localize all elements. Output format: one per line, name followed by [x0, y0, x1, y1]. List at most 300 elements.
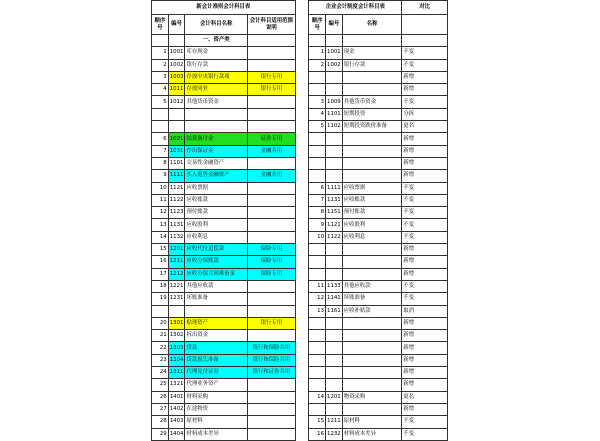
- cell-name-right: [342, 330, 401, 342]
- cell-name-right: 坏账准备: [342, 293, 401, 305]
- cell-scope: [248, 379, 296, 391]
- cell-scope: 证券专用: [248, 133, 296, 145]
- cell-name: 交易性金融资产: [185, 157, 248, 169]
- cell-name: 应收代位追偿款: [185, 244, 248, 256]
- cell-scope: [248, 293, 296, 305]
- cell-seq: 26: [152, 391, 169, 403]
- cell-compare: 新增: [402, 256, 448, 268]
- cell-compare: 不变: [402, 194, 448, 206]
- cell-scope: [248, 403, 296, 415]
- cell-name-right: 物资采购: [342, 391, 401, 403]
- cell-name: 代理业务资产: [185, 379, 248, 391]
- cell-code: 1403: [168, 416, 185, 428]
- cell-code: 1001: [168, 47, 185, 59]
- cell-code-right: [326, 342, 343, 354]
- cell-seq-right: 7: [309, 194, 326, 206]
- cell-seq: 24: [152, 367, 169, 379]
- cell-compare: 不变: [402, 59, 448, 71]
- cell-seq-right: [309, 170, 326, 182]
- cell-compare: 新增: [402, 268, 448, 280]
- cell-compare: 新增: [402, 317, 448, 329]
- cell-seq-right: [309, 244, 326, 256]
- cell-seq: 6: [152, 133, 169, 145]
- cell-scope: 银行专用: [248, 84, 296, 96]
- cell-compare: 不变: [402, 416, 448, 428]
- cell-compare: 新增: [402, 379, 448, 391]
- cell-seq-right: 5: [309, 121, 326, 133]
- cell-scope: [248, 280, 296, 292]
- cell-name-right: 原材料: [342, 416, 401, 428]
- cell-compare: 更名: [402, 391, 448, 403]
- cell-seq: 5: [152, 96, 169, 108]
- header-row: [152, 15, 448, 35]
- cell-code: 1011: [168, 84, 185, 96]
- header-seq: 顺序号: [152, 15, 169, 35]
- title-compare: 对比: [402, 1, 448, 15]
- title-left: 新会计准则会计科目表: [152, 1, 296, 15]
- cell-scope: 银行和保险共用: [248, 354, 296, 366]
- cell-code-right: 1151: [326, 207, 343, 219]
- cell-scope: 银行和保险共用: [248, 342, 296, 354]
- cell-seq-right: 16: [309, 428, 326, 440]
- cell-name: 拆出资金: [185, 330, 248, 342]
- cell-code-right: [326, 133, 343, 145]
- cell-seq: [152, 305, 169, 317]
- cell-compare: 新增: [402, 71, 448, 83]
- header-name: 会计科目名称: [185, 15, 248, 35]
- cell-name: 应收账款: [185, 194, 248, 206]
- cell-name: [185, 305, 248, 317]
- cell-seq-right: [309, 367, 326, 379]
- cell-compare: 新增: [402, 145, 448, 157]
- table-row: [152, 219, 448, 231]
- cell-code: 1402: [168, 403, 185, 415]
- cell-seq: 13: [152, 219, 169, 231]
- cell-compare: 新增: [402, 403, 448, 415]
- cell-code-right: [326, 367, 343, 379]
- cell-code-right: 1211: [326, 416, 343, 428]
- table-row: [152, 428, 448, 440]
- cell-code-right: 1001: [326, 47, 343, 59]
- cell-name: 银行存款: [185, 59, 248, 71]
- cell-name: 存放同业: [185, 84, 248, 96]
- cell-compare: 不变: [402, 280, 448, 292]
- cell-compare: 更名: [402, 121, 448, 133]
- table-row: [152, 121, 448, 133]
- cell-scope: [248, 305, 296, 317]
- cell-name-right: 短期投资跌价准备: [342, 121, 401, 133]
- cell-compare: 新增: [402, 170, 448, 182]
- cell-code-right: 1009: [326, 96, 343, 108]
- header-name-right: 名称: [342, 15, 401, 35]
- table-row: [152, 354, 448, 366]
- cell-name-right: 应收票据: [342, 182, 401, 194]
- cell-scope: [248, 108, 296, 120]
- cell-seq-right: 9: [309, 219, 326, 231]
- cell-code: 1212: [168, 268, 185, 280]
- cell-code-right: 1122: [326, 231, 343, 243]
- cell-seq-right: [309, 84, 326, 96]
- cell-scope: [248, 96, 296, 108]
- cell-code-right: [326, 379, 343, 391]
- cell-name-right: 材料成本差异: [342, 428, 401, 440]
- table-row: [152, 182, 448, 194]
- cell-code: 1301: [168, 317, 185, 329]
- cell-scope: 保险专用: [248, 268, 296, 280]
- cell-code: 1404: [168, 428, 185, 440]
- cell-seq-right: [309, 133, 326, 145]
- cell-name-right: 应收利息: [342, 231, 401, 243]
- cell-scope: [248, 219, 296, 231]
- cell-name-right: [342, 317, 401, 329]
- cell-seq-right: 3: [309, 96, 326, 108]
- account-comparison-table: [151, 0, 448, 441]
- cell-code-right: [326, 403, 343, 415]
- table-row: [152, 84, 448, 96]
- cell-name: 材料成本差异: [185, 428, 248, 440]
- cell-seq: 10: [152, 182, 169, 194]
- cell-seq: 12: [152, 207, 169, 219]
- cell-scope: [248, 194, 296, 206]
- cell-compare: 新增: [402, 367, 448, 379]
- cell-scope: [248, 391, 296, 403]
- cell-name: 库存现金: [185, 47, 248, 59]
- cell-seq: 21: [152, 330, 169, 342]
- table-row: [152, 133, 448, 145]
- cell-seq: 29: [152, 428, 169, 440]
- cell-name-right: [342, 157, 401, 169]
- cell-compare: 新增: [402, 133, 448, 145]
- cell-code-right: [326, 157, 343, 169]
- title-right: 企业会计制度会计科目表: [309, 1, 402, 15]
- cell-seq-right: 10: [309, 231, 326, 243]
- cell-code: 1303: [168, 342, 185, 354]
- cell-code-right: 1131: [326, 194, 343, 206]
- cell-name-right: 银行存款: [342, 59, 401, 71]
- cell-name-right: [342, 256, 401, 268]
- table-row: [152, 342, 448, 354]
- cell-code: 1123: [168, 207, 185, 219]
- cell-code: 1311: [168, 367, 185, 379]
- cell-name-right: [342, 145, 401, 157]
- cell-scope: [248, 121, 296, 133]
- cell-name-right: [342, 403, 401, 415]
- cell-seq: 9: [152, 170, 169, 182]
- cell-seq-right: 1: [309, 47, 326, 59]
- cell-compare: 不变: [402, 96, 448, 108]
- cell-code: 1131: [168, 219, 185, 231]
- cell-code: 1132: [168, 231, 185, 243]
- cell-name-right: [342, 170, 401, 182]
- section-title: 一、资产类: [185, 35, 248, 47]
- cell-code-right: [326, 256, 343, 268]
- cell-name-right: [342, 354, 401, 366]
- table-row: [152, 416, 448, 428]
- table-row: [152, 47, 448, 59]
- cell-code: 1221: [168, 280, 185, 292]
- table-row: [152, 244, 448, 256]
- cell-scope: [248, 47, 296, 59]
- cell-code: 1002: [168, 59, 185, 71]
- cell-code: 1231: [168, 293, 185, 305]
- cell-compare: 不变: [402, 428, 448, 440]
- cell-name-right: 应收补贴款: [342, 305, 401, 317]
- cell-code-right: [326, 268, 343, 280]
- cell-code-right: 1201: [326, 391, 343, 403]
- cell-code: 1304: [168, 354, 185, 366]
- cell-seq: 22: [152, 342, 169, 354]
- cell-scope: [248, 59, 296, 71]
- cell-seq: 4: [152, 84, 169, 96]
- cell-seq: 28: [152, 416, 169, 428]
- cell-seq: 25: [152, 379, 169, 391]
- cell-name: 贷款损失准备: [185, 354, 248, 366]
- cell-seq: 19: [152, 293, 169, 305]
- cell-code-right: 1102: [326, 121, 343, 133]
- cell-name: 材料采购: [185, 391, 248, 403]
- cell-compare: 不变: [402, 182, 448, 194]
- cell-code-right: 1141: [326, 293, 343, 305]
- cell-code-right: [326, 71, 343, 83]
- cell-compare: 新增: [402, 354, 448, 366]
- cell-code-right: 1111: [326, 182, 343, 194]
- cell-seq-right: 12: [309, 293, 326, 305]
- cell-name: 结算备付金: [185, 133, 248, 145]
- table-row: [152, 145, 448, 157]
- cell-seq-right: 8: [309, 207, 326, 219]
- cell-name-right: 其他货币资金: [342, 96, 401, 108]
- cell-seq-right: [309, 354, 326, 366]
- cell-compare: 取消: [402, 305, 448, 317]
- cell-scope: [248, 330, 296, 342]
- table-row: [152, 231, 448, 243]
- cell-name-right: [342, 268, 401, 280]
- cell-compare: 不变: [402, 207, 448, 219]
- table-row: [152, 207, 448, 219]
- cell-seq: 7: [152, 145, 169, 157]
- cell-scope: 银行专用: [248, 71, 296, 83]
- cell-seq-right: [309, 145, 326, 157]
- cell-seq-right: 13: [309, 305, 326, 317]
- cell-name: 贷款: [185, 342, 248, 354]
- cell-name-right: 其他应收款: [342, 280, 401, 292]
- cell-code-right: 1232: [326, 428, 343, 440]
- cell-seq: 14: [152, 231, 169, 243]
- table-row: [152, 367, 448, 379]
- cell-seq: 16: [152, 256, 169, 268]
- cell-name-right: 短期投资: [342, 108, 401, 120]
- cell-code: 1111: [168, 170, 185, 182]
- cell-name-right: [342, 71, 401, 83]
- cell-name-right: 应收账款: [342, 194, 401, 206]
- cell-seq-right: 4: [309, 108, 326, 120]
- cell-scope: [248, 416, 296, 428]
- table-row: [152, 280, 448, 292]
- table-row: [152, 157, 448, 169]
- cell-seq: 15: [152, 244, 169, 256]
- table-row: [152, 256, 448, 268]
- section-row: [152, 35, 448, 47]
- table-row: [152, 305, 448, 317]
- cell-code-right: [326, 354, 343, 366]
- cell-scope: [248, 157, 296, 169]
- cell-seq-right: [309, 403, 326, 415]
- cell-scope: 金融共用: [248, 170, 296, 182]
- table-row: [152, 317, 448, 329]
- cell-name: 代理兑付证券: [185, 367, 248, 379]
- cell-code: [168, 108, 185, 120]
- header-code-right: 编号: [326, 15, 343, 35]
- cell-code: 1122: [168, 194, 185, 206]
- header-code: 编号: [168, 15, 185, 35]
- cell-code-right: 1101: [326, 108, 343, 120]
- cell-name-right: [342, 367, 401, 379]
- cell-name-right: [342, 244, 401, 256]
- table-row: [152, 403, 448, 415]
- cell-code-right: [326, 145, 343, 157]
- cell-compare: 新增: [402, 84, 448, 96]
- cell-seq-right: 11: [309, 280, 326, 292]
- cell-seq-right: [309, 330, 326, 342]
- cell-name-right: 现金: [342, 47, 401, 59]
- cell-seq: 23: [152, 354, 169, 366]
- cell-name: 应收分保账款: [185, 256, 248, 268]
- cell-code-right: 1161: [326, 305, 343, 317]
- cell-scope: [248, 428, 296, 440]
- table-row: [152, 96, 448, 108]
- cell-code: 1012: [168, 96, 185, 108]
- cell-name: 坏账准备: [185, 293, 248, 305]
- table-row: [152, 71, 448, 83]
- cell-code: 1321: [168, 379, 185, 391]
- title-row: [152, 1, 448, 15]
- cell-name: 在途物资: [185, 403, 248, 415]
- cell-name-right: [342, 133, 401, 145]
- cell-scope: [248, 231, 296, 243]
- cell-seq: 18: [152, 280, 169, 292]
- cell-scope: 银行专用: [248, 317, 296, 329]
- cell-compare: 不变: [402, 219, 448, 231]
- cell-compare: 不变: [402, 47, 448, 59]
- cell-seq: 27: [152, 403, 169, 415]
- cell-name: 应收票据: [185, 182, 248, 194]
- cell-name-right: 预付账款: [342, 207, 401, 219]
- cell-code: [168, 305, 185, 317]
- table-row: [152, 194, 448, 206]
- cell-name: 其他应收款: [185, 280, 248, 292]
- cell-compare: 不变: [402, 293, 448, 305]
- cell-name: 预付账款: [185, 207, 248, 219]
- table-row: [152, 268, 448, 280]
- cell-scope: [248, 182, 296, 194]
- cell-seq-right: 14: [309, 391, 326, 403]
- cell-name-right: [342, 379, 401, 391]
- cell-code-right: 1002: [326, 59, 343, 71]
- cell-code: 1101: [168, 157, 185, 169]
- cell-compare: 新增: [402, 342, 448, 354]
- cell-scope: 银行和证券共用: [248, 367, 296, 379]
- cell-seq-right: [309, 71, 326, 83]
- cell-code: [168, 121, 185, 133]
- cell-code-right: [326, 317, 343, 329]
- table-row: [152, 170, 448, 182]
- cell-seq-right: [309, 157, 326, 169]
- table-row: [152, 379, 448, 391]
- cell-name: 存放中央银行款项: [185, 71, 248, 83]
- cell-scope: 金融共用: [248, 145, 296, 157]
- cell-code: 1003: [168, 71, 185, 83]
- cell-seq-right: 2: [309, 59, 326, 71]
- table-row: [152, 59, 448, 71]
- cell-name: 买入返售金融资产: [185, 170, 248, 182]
- cell-compare: 分拆: [402, 108, 448, 120]
- table-row: [152, 293, 448, 305]
- cell-name: [185, 108, 248, 120]
- cell-seq-right: [309, 317, 326, 329]
- cell-code: 1031: [168, 145, 185, 157]
- cell-seq: 3: [152, 71, 169, 83]
- cell-seq-right: 15: [309, 416, 326, 428]
- cell-name: [185, 121, 248, 133]
- cell-name: 其他货币资金: [185, 96, 248, 108]
- header-seq-right: 顺序号: [309, 15, 326, 35]
- cell-code-right: [326, 330, 343, 342]
- cell-name: 存出保证金: [185, 145, 248, 157]
- cell-seq: [152, 121, 169, 133]
- cell-scope: 保险专用: [248, 256, 296, 268]
- cell-seq-right: [309, 342, 326, 354]
- cell-code: 1121: [168, 182, 185, 194]
- cell-code: 1201: [168, 244, 185, 256]
- cell-code-right: [326, 84, 343, 96]
- cell-name-right: [342, 342, 401, 354]
- cell-name: 应收股利: [185, 219, 248, 231]
- cell-seq: 20: [152, 317, 169, 329]
- table-row: [152, 391, 448, 403]
- cell-seq-right: [309, 379, 326, 391]
- table-row: [152, 108, 448, 120]
- table-row: [152, 330, 448, 342]
- cell-code: 1302: [168, 330, 185, 342]
- header-scope: 会计科目适用范围说明: [248, 15, 296, 35]
- cell-code-right: [326, 244, 343, 256]
- cell-seq-right: [309, 256, 326, 268]
- cell-name: 应收利息: [185, 231, 248, 243]
- cell-code-right: 1133: [326, 280, 343, 292]
- cell-scope: [248, 207, 296, 219]
- cell-seq-right: 6: [309, 182, 326, 194]
- cell-code: 1021: [168, 133, 185, 145]
- cell-compare: 新增: [402, 330, 448, 342]
- cell-code-right: 1121: [326, 219, 343, 231]
- cell-name: 应收分保合同准备金: [185, 268, 248, 280]
- cell-seq-right: [309, 268, 326, 280]
- cell-name-right: 应收股利: [342, 219, 401, 231]
- cell-compare: 不变: [402, 231, 448, 243]
- cell-compare: 新增: [402, 157, 448, 169]
- cell-code-right: [326, 170, 343, 182]
- cell-compare: 新增: [402, 244, 448, 256]
- cell-seq: [152, 108, 169, 120]
- cell-scope: 保险专用: [248, 244, 296, 256]
- cell-seq: 1: [152, 47, 169, 59]
- cell-name: 原材料: [185, 416, 248, 428]
- cell-seq: 8: [152, 157, 169, 169]
- cell-seq: 11: [152, 194, 169, 206]
- cell-seq: 17: [152, 268, 169, 280]
- cell-code: 1401: [168, 391, 185, 403]
- cell-seq: 2: [152, 59, 169, 71]
